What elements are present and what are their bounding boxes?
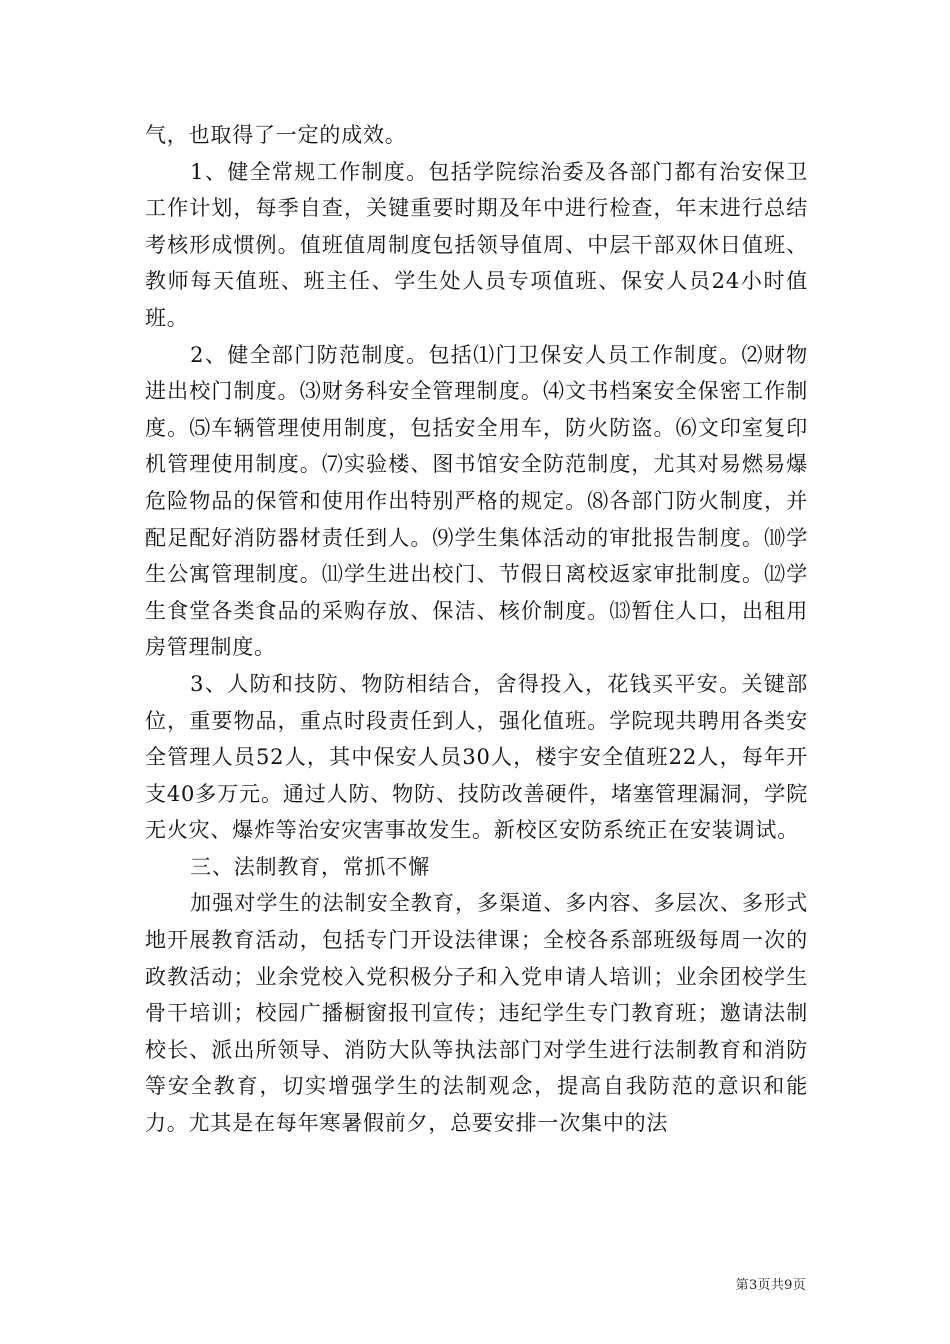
section-heading: 三、法制教育，常抓不懈 — [190, 854, 430, 879]
paragraph-item-1: 1、健全常规工作制度。包括学院综治委及各部门都有治安保卫工作计划，每季自查，关键重要时期及年中进行检查，年末进行总结考核形成惯例。值班值周制度包括领导值周、中层干部双休日值班、教师每天值班、班主任、学生处人员专项值班、保安人员24小时值班。 — [145, 159, 808, 330]
paragraph-item-2: 2、健全部门防范制度。包括⑴门卫保安人员工作制度。⑵财物进出校门制度。⑶财务科安全管理制度。⑷文书档案安全保密工作制度。⑸车辆管理使用制度，包括安全用车，防火防盗。⑹文印室复印机管理使用制度。⑺实验楼、图书馆安全防范制度，尤其对易燃易爆危险物品的保管和使用作出特别严格的规定。⑻各部门防火制度，并配足配好消防器材责任到人。⑼学生集体活动的审批报告制度。⑽学生公寓管理制度。⑾学生进出校门、节假日离校返家审批制度。⑿学生食堂各类食品的采购存放、保洁、核价制度。⒀暂住人口，出租用房管理制度。 — [145, 342, 808, 660]
paragraph-section-3-body: 加强对学生的法制安全教育，多渠道、多内容、多层次、多形式地开展教育活动，包括专门开设法律课；全校各系部班级每周一次的政教活动；业余党校入党积极分子和入党申请人培训；业余团校学生骨干培训；校园广播橱窗报刊宣传；违纪学生专门教育班；邀请法制校长、派出所领导、消防大队等执法部门对学生进行法制教育和消防等安全教育，切实增强学生的法制观念，提高自我防范的意识和能力。尤其是在每年寒暑假前夕，总要安排一次集中的法 — [145, 891, 808, 1136]
paragraph-item-3: 3、人防和技防、物防相结合，舍得投入，花钱买平安。关键部位，重要物品，重点时段责任到人，强化值班。学院现共聘用各类安全管理人员52人，其中保安人员30人，楼宇安全值班22人，每年开支40多万元。通过人防、物防、技防改善硬件，堵塞管理漏洞，学院无火灾、爆炸等治安灾害事故发生。新校区安防系统正在安装调试。 — [145, 671, 808, 843]
document-body — [145, 117, 808, 1142]
paragraph-intro-continuation: 气，也取得了一定的成效。 — [145, 123, 407, 147]
page-number-footer: 第3页共9页 — [735, 1278, 806, 1293]
